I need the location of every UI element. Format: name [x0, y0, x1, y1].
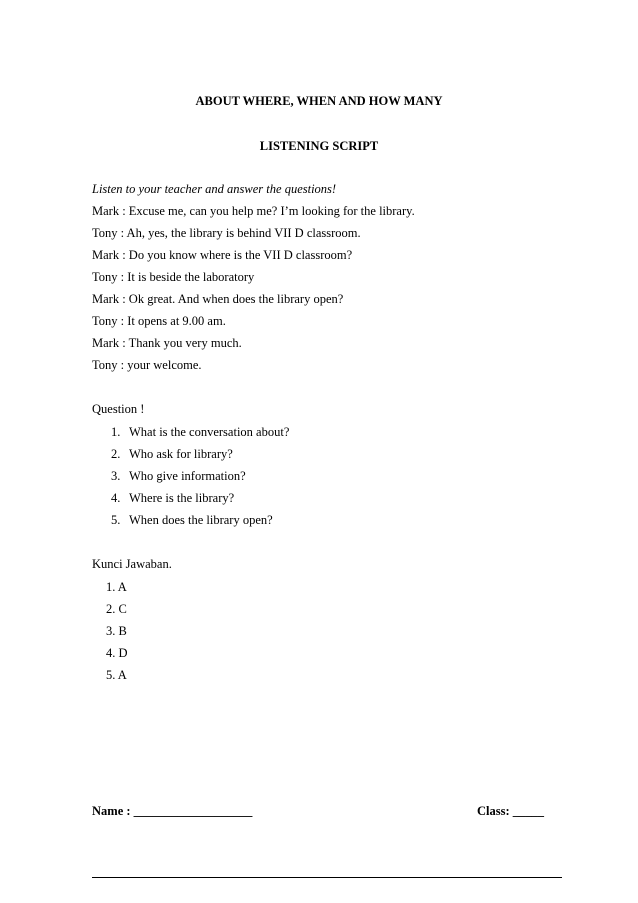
question-text: What is the conversation about?: [129, 425, 290, 439]
question-number: 3.: [111, 469, 121, 483]
name-field-label: Name : ___________________: [92, 804, 253, 818]
answer-item: 1. A: [106, 580, 127, 594]
dialogue-line: Tony : It is beside the laboratory: [92, 270, 255, 284]
answer-item: 4. D: [106, 646, 128, 660]
dialogue-line: Tony : your welcome.: [92, 358, 202, 372]
question-number: 5.: [111, 513, 121, 527]
question-text: When does the library open?: [129, 513, 273, 527]
answer-item: 5. A: [106, 668, 127, 682]
answer-key-heading: Kunci Jawaban.: [92, 557, 172, 571]
answer-item: 3. B: [106, 624, 127, 638]
dialogue-line: Tony : Ah, yes, the library is behind VII D classroom.: [92, 226, 361, 240]
questions-heading: Question !: [92, 402, 145, 416]
dialogue-line: Mark : Do you know where is the VII D classroom?: [92, 248, 353, 262]
question-number: 4.: [111, 491, 121, 505]
dialogue-line: Mark : Excuse me, can you help me? I’m looking for the library.: [92, 204, 415, 218]
question-number: 2.: [111, 447, 121, 461]
answer-item: 2. C: [106, 602, 127, 616]
page-title: ABOUT WHERE, WHEN AND HOW MANY: [195, 94, 443, 108]
dialogue-line: Tony : It opens at 9.00 am.: [92, 314, 226, 328]
question-text: Who give information?: [129, 469, 246, 483]
class-field-label: Class: _____: [477, 804, 545, 818]
dialogue-line: Mark : Thank you very much.: [92, 336, 242, 350]
instruction-text: Listen to your teacher and answer the questions!: [92, 182, 337, 196]
question-text: Where is the library?: [129, 491, 235, 505]
footer-divider: [92, 877, 562, 878]
dialogue-line: Mark : Ok great. And when does the library open?: [92, 292, 344, 306]
question-text: Who ask for library?: [129, 447, 233, 461]
page-subtitle: LISTENING SCRIPT: [259, 139, 379, 153]
question-number: 1.: [111, 425, 121, 439]
